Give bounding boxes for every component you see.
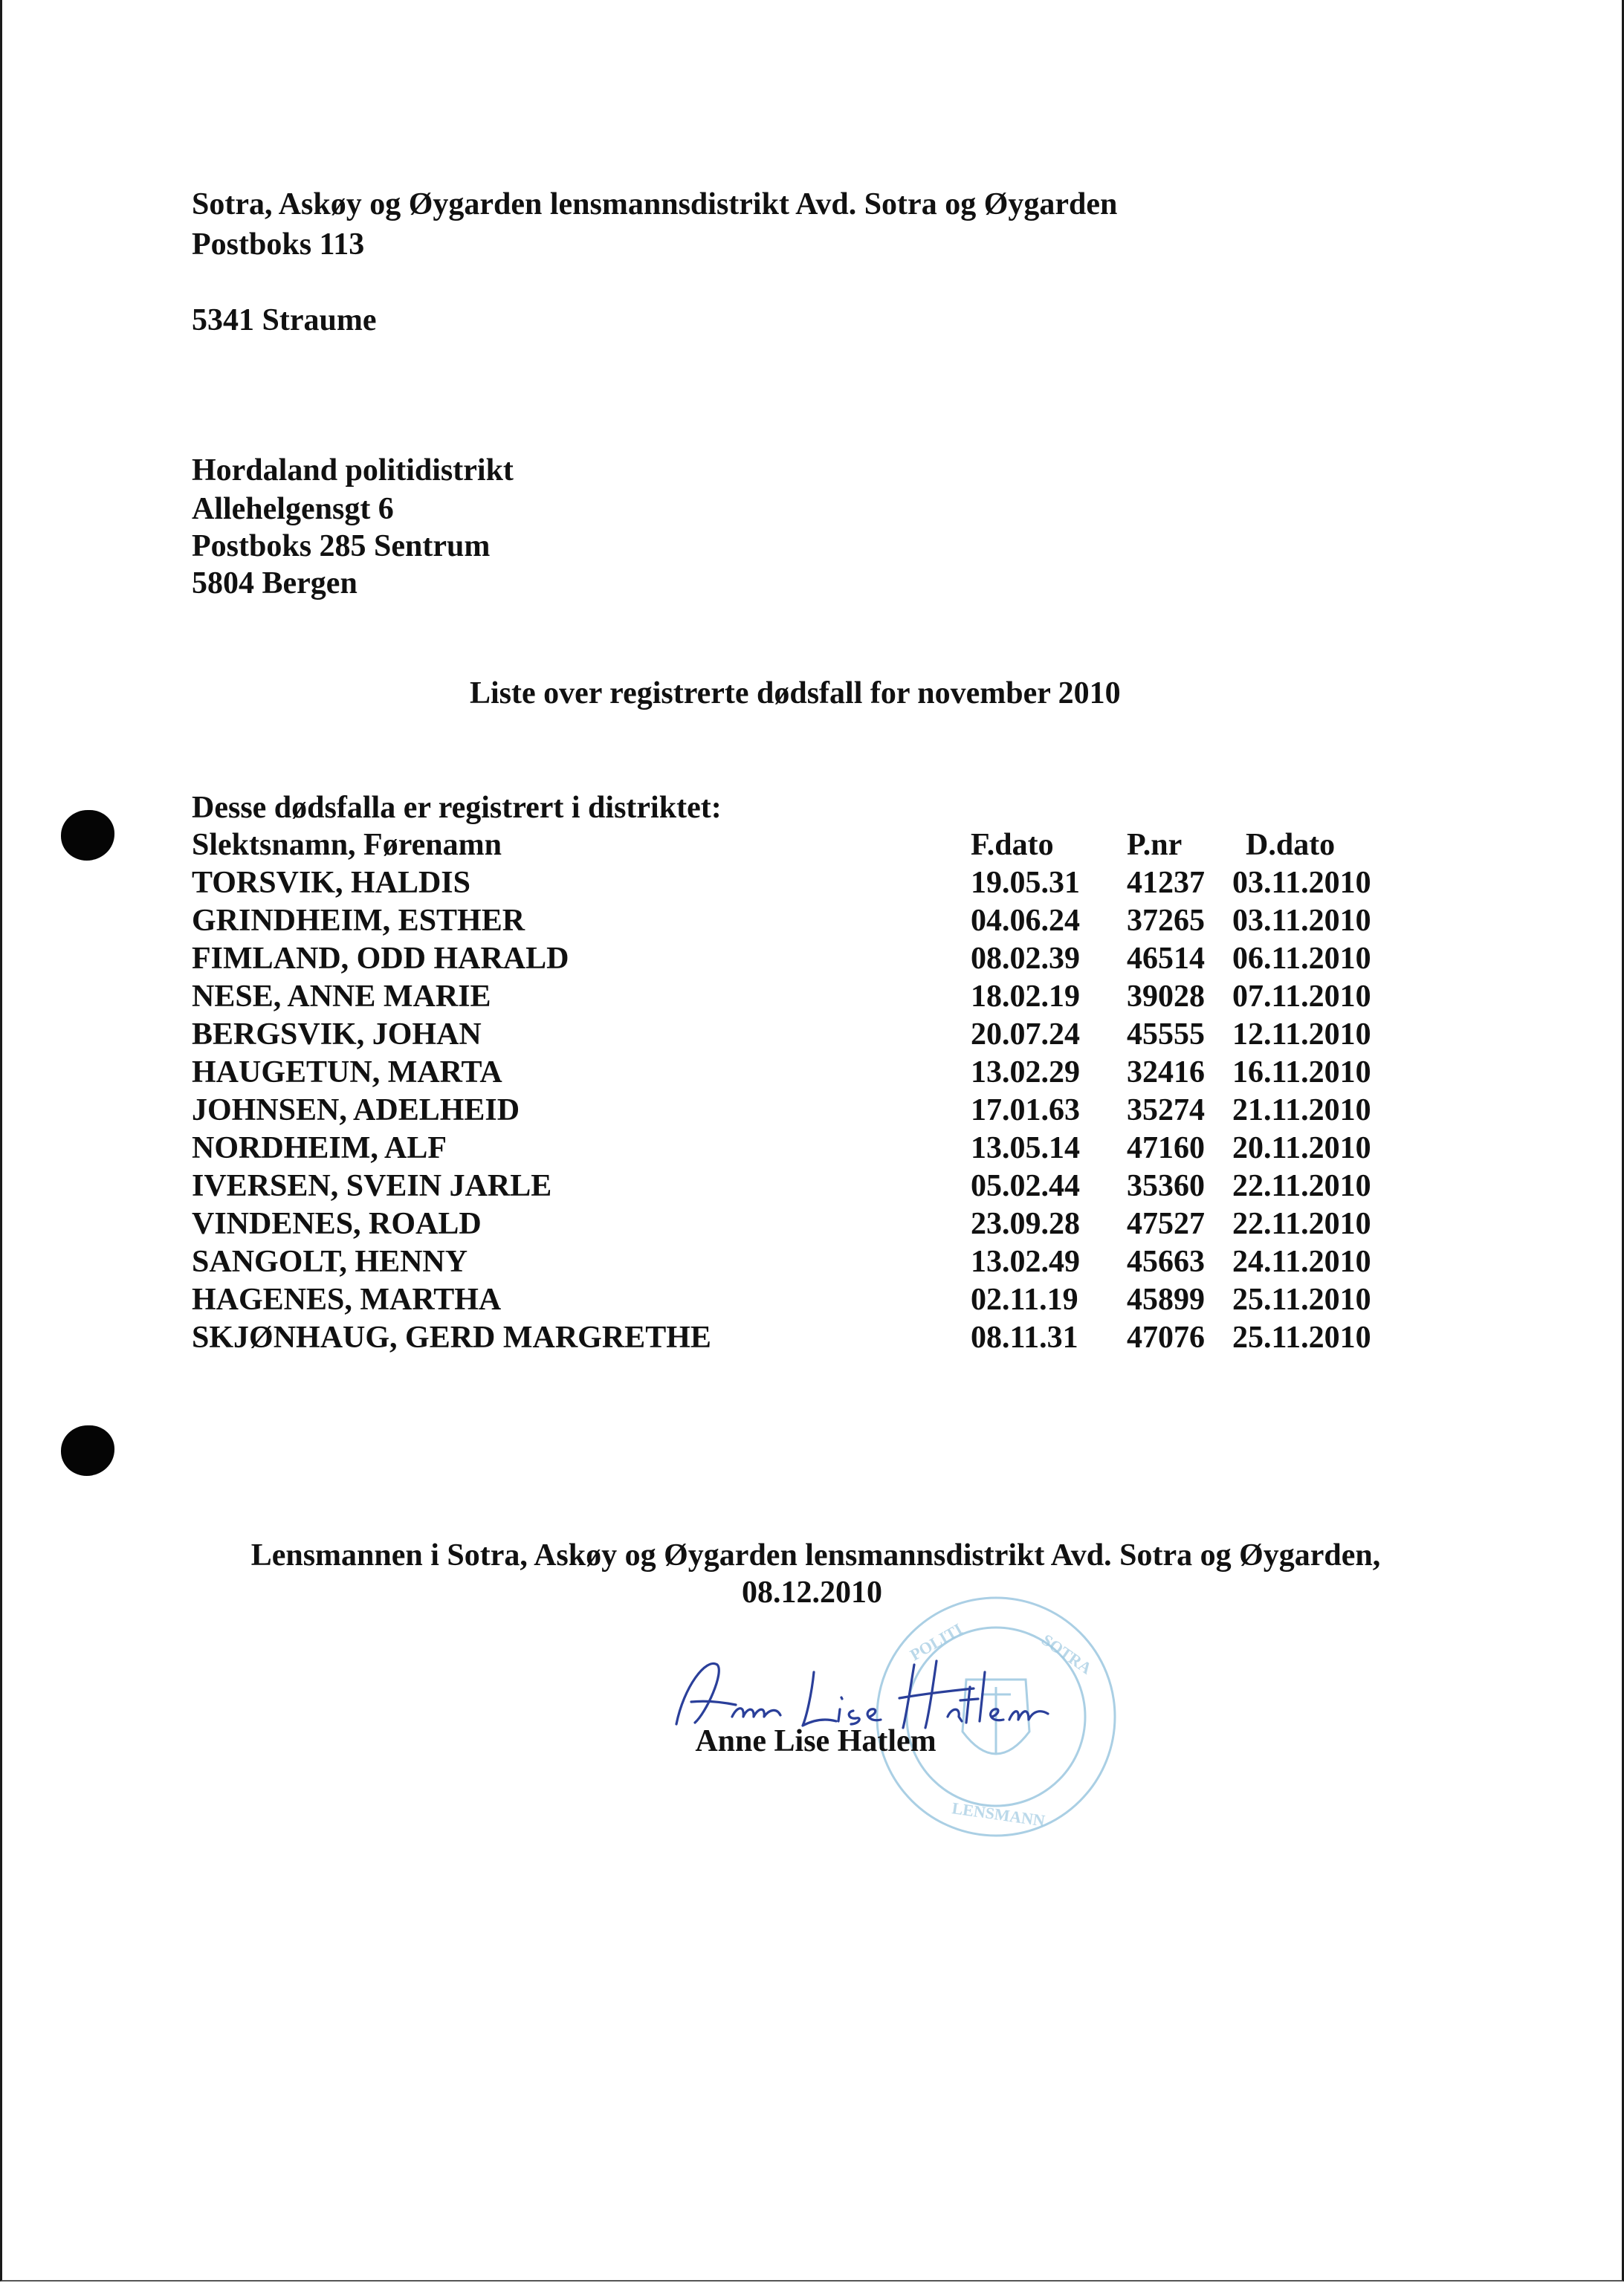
svg-text:LENSMANN: LENSMANN	[951, 1798, 1046, 1830]
row-name: VINDENES, ROALD	[192, 1207, 482, 1241]
row-name: HAGENES, MARTHA	[192, 1283, 502, 1317]
row-name: BERGSVIK, JOHAN	[192, 1017, 482, 1052]
svg-text:SOTRA: SOTRA	[1038, 1630, 1096, 1678]
intro-text: Desse dødsfalla er registrert i distriktet:	[192, 791, 722, 825]
row-pnr: 47527	[1127, 1207, 1205, 1241]
sender-line-3: 5341 Straume	[192, 303, 377, 337]
table-row	[192, 978, 1396, 1015]
table-header	[192, 826, 1396, 864]
row-ddato: 21.11.2010	[1232, 1093, 1371, 1127]
row-ddato: 20.11.2010	[1232, 1131, 1371, 1165]
closing-date: 08.12.2010	[742, 1576, 882, 1610]
row-pnr: 45555	[1127, 1017, 1205, 1052]
closing-line: Lensmannen i Sotra, Askøy og Øygarden lensmannsdistrikt Avd. Sotra og Øygarden,	[250, 1538, 1381, 1573]
header-name: Slektsnamn, Førenamn	[192, 828, 502, 862]
row-fdato: 13.02.29	[971, 1055, 1080, 1089]
row-pnr: 35360	[1127, 1169, 1205, 1203]
table-row	[192, 1016, 1396, 1053]
row-fdato: 08.02.39	[971, 942, 1080, 976]
table-row	[192, 1243, 1396, 1280]
row-ddato: 07.11.2010	[1232, 979, 1371, 1014]
row-ddato: 03.11.2010	[1232, 866, 1371, 900]
row-name: SANGOLT, HENNY	[192, 1245, 468, 1279]
recipient-line-4: 5804 Bergen	[192, 566, 358, 600]
row-pnr: 45899	[1127, 1283, 1205, 1317]
row-name: TORSVIK, HALDIS	[192, 866, 471, 900]
sender-line-1: Sotra, Askøy og Øygarden lensmannsdistrikt Avd. Sotra og Øygarden	[192, 187, 1118, 221]
table-row	[192, 940, 1396, 977]
table-row	[192, 902, 1396, 939]
row-pnr: 37265	[1127, 904, 1205, 938]
recipient-line-2: Allehelgensgt 6	[192, 492, 394, 526]
row-fdato: 13.05.14	[971, 1131, 1080, 1165]
row-name: NESE, ANNE MARIE	[192, 979, 491, 1014]
row-fdato: 04.06.24	[971, 904, 1080, 938]
table-row	[192, 1319, 1396, 1356]
table-row	[192, 1168, 1396, 1205]
header-pnr: P.nr	[1127, 828, 1183, 862]
table-row	[192, 1205, 1396, 1243]
row-ddato: 25.11.2010	[1232, 1283, 1371, 1317]
row-fdato: 23.09.28	[971, 1207, 1080, 1241]
signer-name: Anne Lise Hatlem	[695, 1724, 936, 1758]
table-row	[192, 1130, 1396, 1167]
recipient-line-1: Hordaland politidistrikt	[192, 453, 514, 488]
row-fdato: 13.02.49	[971, 1245, 1080, 1279]
row-pnr: 45663	[1127, 1245, 1205, 1279]
row-pnr: 32416	[1127, 1055, 1205, 1089]
row-fdato: 17.01.63	[971, 1093, 1080, 1127]
row-pnr: 39028	[1127, 979, 1205, 1014]
document-title: Liste over registrerte dødsfall for november 2010	[470, 676, 1121, 710]
row-name: JOHNSEN, ADELHEID	[192, 1093, 520, 1127]
header-ddato: D.dato	[1246, 828, 1336, 862]
row-name: FIMLAND, ODD HARALD	[192, 942, 569, 976]
header-fdato: F.dato	[971, 828, 1054, 862]
row-fdato: 20.07.24	[971, 1017, 1080, 1052]
row-fdato: 08.11.31	[971, 1321, 1078, 1355]
row-ddato: 03.11.2010	[1232, 904, 1371, 938]
sender-line-2: Postboks 113	[192, 227, 365, 262]
table-row	[192, 1092, 1396, 1129]
row-pnr: 47160	[1127, 1131, 1205, 1165]
table-row	[192, 864, 1396, 901]
row-ddato: 22.11.2010	[1232, 1207, 1371, 1241]
row-name: NORDHEIM, ALF	[192, 1131, 447, 1165]
row-ddato: 25.11.2010	[1232, 1321, 1371, 1355]
svg-text:POLITI: POLITI	[907, 1619, 966, 1665]
row-ddato: 24.11.2010	[1232, 1245, 1371, 1279]
row-ddato: 16.11.2010	[1232, 1055, 1371, 1089]
row-pnr: 41237	[1127, 866, 1205, 900]
row-name: GRINDHEIM, ESTHER	[192, 904, 525, 938]
row-name: IVERSEN, SVEIN JARLE	[192, 1169, 552, 1203]
row-ddato: 06.11.2010	[1232, 942, 1371, 976]
row-fdato: 19.05.31	[971, 866, 1080, 900]
row-fdato: 02.11.19	[971, 1283, 1078, 1317]
recipient-line-3: Postboks 285 Sentrum	[192, 529, 491, 563]
row-pnr: 47076	[1127, 1321, 1205, 1355]
row-name: HAUGETUN, MARTA	[192, 1055, 502, 1089]
row-fdato: 05.02.44	[971, 1169, 1080, 1203]
row-fdato: 18.02.19	[971, 979, 1080, 1014]
row-name: SKJØNHAUG, GERD MARGRETHE	[192, 1321, 711, 1355]
row-ddato: 12.11.2010	[1232, 1017, 1371, 1052]
row-pnr: 46514	[1127, 942, 1205, 976]
table-row	[192, 1054, 1396, 1091]
table-row	[192, 1281, 1396, 1318]
row-pnr: 35274	[1127, 1093, 1205, 1127]
row-ddato: 22.11.2010	[1232, 1169, 1371, 1203]
